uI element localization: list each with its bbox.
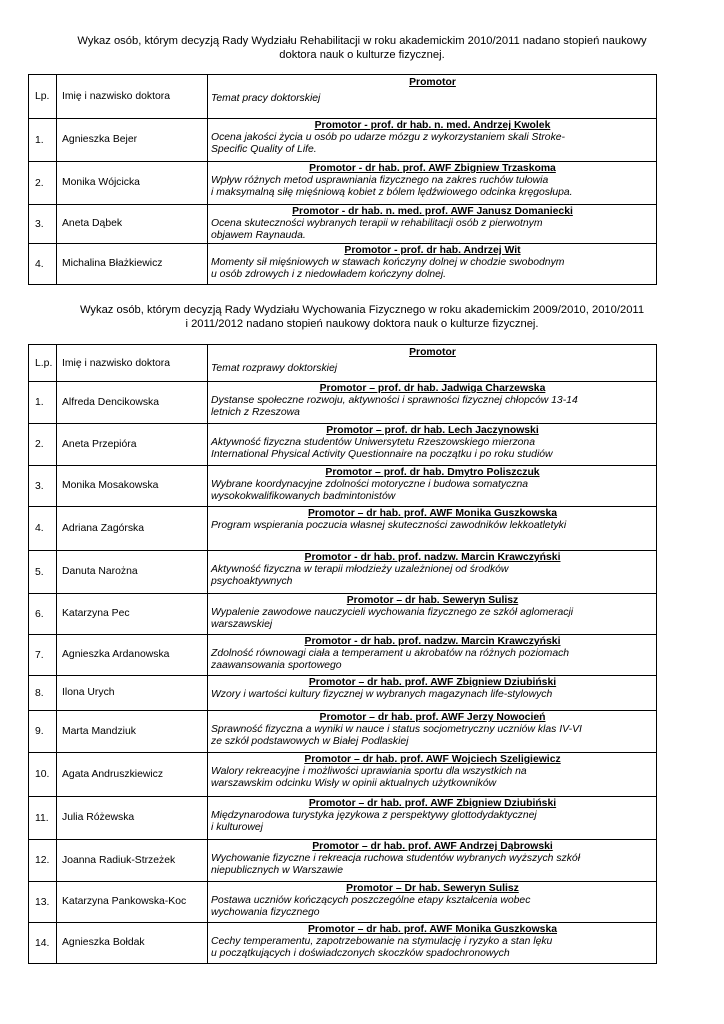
thesis-cell [208, 119, 657, 162]
thesis-title [211, 175, 654, 199]
row-number: 3. [29, 205, 57, 244]
promotor-name: Promotor – prof. dr hab. Dmytro Poliszczuk [325, 467, 540, 478]
row-number: 5. [29, 551, 57, 594]
row-number: 9. [29, 711, 57, 753]
thesis-title-line: Momenty sił mięśniowych w stawach kończyny dolnej w chodzie swobodnym [211, 257, 565, 268]
doctor-name-cell [57, 162, 208, 205]
thesis-cell [208, 882, 657, 923]
table-row [29, 551, 657, 594]
thesis-title [211, 395, 654, 419]
thesis-title-line: Sprawność fizyczna a wyniki w nauce i status socjometryczny uczniów klas IV-VI [211, 724, 582, 735]
promotor-name: Promotor - dr hab. n. med. prof. AWF Janusz Domaniecki [292, 206, 573, 217]
doctor-name: Danuta Narożna [62, 566, 138, 577]
thesis-title [211, 218, 654, 242]
doctor-name-cell [57, 840, 208, 882]
doctor-name: Ilona Urych [62, 687, 115, 698]
thesis-title-line: Wpływ różnych metod usprawniania fizycznego na zakres ruchów tułowia [211, 175, 549, 186]
doctor-name: Agata Andruszkiewicz [62, 768, 164, 780]
thesis-title [211, 724, 654, 748]
thesis-title-line: Międzynarodowa turystyka językowa z perspektywy glottodydaktycznej [211, 810, 537, 821]
promotor-name: Promotor – prof. dr hab. Lech Jaczynowski [326, 425, 539, 436]
promotor-name: Promotor - dr hab. prof. AWF Zbigniew Trzaskoma [309, 163, 556, 174]
doctor-name-cell [57, 797, 208, 840]
thesis-title-line: Aktywność fizyczna w terapii młodzieży uzależnionej od środków [211, 564, 509, 575]
promotor-name: Promotor – dr hab. prof. AWF Zbigniew Dziubiński [308, 677, 557, 688]
header-topic: Temat pracy doktorskiej [211, 93, 321, 104]
doctor-name: Alfreda Dencikowska [62, 396, 160, 408]
thesis-title-line: International Physical Activity Questionnaire na początku i po roku studiów [211, 449, 553, 460]
thesis-title-line: Walory rekreacyjne i możliwości uprawiania sportu dla wszystkich na [211, 766, 527, 777]
row-number: 6. [29, 594, 57, 635]
thesis-cell [208, 923, 657, 964]
thesis-title-line: zaawansowania sportowego [211, 660, 342, 671]
thesis-title [211, 810, 654, 834]
thesis-cell [208, 711, 657, 753]
doctor-name-cell [57, 119, 208, 162]
thesis-title [211, 520, 654, 532]
doctor-name: Monika Wójcicka [62, 177, 140, 188]
thesis-title [211, 853, 654, 877]
table-row [29, 205, 657, 244]
doctor-name: Agnieszka Bejer [62, 134, 138, 145]
doctor-name-cell [57, 753, 208, 797]
thesis-title-line: Cechy temperamentu, zapotrzebowanie na stymulację i ryzyko a stan lęku [211, 936, 553, 947]
thesis-title-line: warszawskim odcinku Wisły w opinii aktualnych użytkowników [211, 778, 497, 789]
promotor-name: Promotor – dr hab. prof. AWF Zbigniew Dziubiński [308, 798, 557, 809]
heading-line: i 2011/2012 nadano stopień naukowy doktora nauk o kulturze fizycznej. [185, 318, 539, 330]
thesis-title-line: u początkujących i doświadczonych skoczków spadochronowych [211, 948, 510, 959]
header-topic-cell [208, 345, 657, 382]
thesis-title-line: Postawa uczniów kończących poszczególne etapy kształcenia wobec [211, 895, 531, 906]
table-row [29, 753, 657, 797]
promotor-name: Promotor – dr hab. prof. AWF Monika Guszkowska [307, 924, 558, 935]
heading-line: Wykaz osób, którym decyzją Rady Wydziału Rehabilitacji w roku akademickim 2010/2011 nadano stopień naukowy [77, 35, 647, 47]
promotor-name: Promotor – dr hab. Seweryn Sulisz [346, 595, 519, 606]
thesis-title-line: i maksymalną siłę mięśniową kobiet z bólem lędźwiowego odcinka kręgosłupa. [211, 187, 573, 198]
doctor-name-cell [57, 382, 208, 424]
thesis-title-line: Program wspierania poczucia własnej skuteczności zawodników lekkoatletyki [211, 520, 567, 531]
row-number: 4. [29, 244, 57, 285]
row-number: 11. [29, 797, 57, 840]
section1-heading [40, 34, 684, 62]
doctor-name: Aneta Dąbek [62, 218, 123, 229]
thesis-title [211, 895, 654, 919]
header-lp: Lp. [29, 75, 57, 119]
doctor-name-cell [57, 507, 208, 551]
thesis-title-line: letnich z Rzeszowa [211, 407, 300, 418]
promotor-name: Promotor – dr hab. prof. AWF Monika Guszkowska [307, 508, 558, 519]
thesis-title-line: Wychowanie fizyczne i rekreacja ruchowa studentów wybranych wyższych szkół [211, 853, 581, 864]
thesis-cell [208, 676, 657, 711]
table-row [29, 676, 657, 711]
header-topic: Temat rozprawy doktorskiej [211, 363, 338, 374]
table-row [29, 797, 657, 840]
thesis-title [211, 689, 654, 701]
thesis-title-line: Wypalenie zawodowe nauczycieli wychowania fizycznego ze szkół aglomeracji [211, 607, 574, 618]
thesis-cell [208, 840, 657, 882]
table-row [29, 466, 657, 507]
table-row [29, 594, 657, 635]
doctor-name: Katarzyna Pec [62, 608, 130, 619]
thesis-cell [208, 162, 657, 205]
table-row [29, 119, 657, 162]
section1-table [28, 74, 657, 285]
thesis-title-line: Wybrane koordynacyjne zdolności motoryczne i budowa somatyczna [211, 479, 529, 490]
doctor-name: Joanna Radiuk-Strzeżek [62, 854, 176, 866]
thesis-title-line: u osób zdrowych i z niedowładem kończyny dolnej. [211, 269, 447, 280]
thesis-cell [208, 205, 657, 244]
row-number: 3. [29, 466, 57, 507]
thesis-title [211, 257, 654, 281]
promotor-name: Promotor - dr hab. prof. nadzw. Marcin Krawczyński [304, 552, 561, 563]
row-number: 2. [29, 424, 57, 466]
table-row [29, 244, 657, 285]
table-row [29, 424, 657, 466]
doctor-name: Monika Mosakowska [62, 480, 159, 491]
doctor-name-cell [57, 424, 208, 466]
header-name: Imię i nazwisko doktora [57, 345, 208, 382]
thesis-title-line: wychowania fizycznego [211, 907, 320, 918]
thesis-title [211, 564, 654, 588]
doctor-name: Agnieszka Bołdak [62, 937, 145, 948]
thesis-title [211, 132, 654, 156]
table-header-row [29, 75, 657, 119]
thesis-title-line: Wzory i wartości kultury fizycznej w wybranych magazynach life-stylowych [211, 689, 553, 700]
doctor-name-cell [57, 882, 208, 923]
thesis-cell [208, 424, 657, 466]
promotor-name: Promotor – Dr hab. Seweryn Sulisz [346, 883, 519, 894]
table-row [29, 840, 657, 882]
promotor-name: Promotor – dr hab. prof. AWF Jerzy Nowocień [319, 712, 546, 723]
promotor-name: Promotor – dr hab. prof. AWF Wojciech Szeligiewicz [304, 754, 561, 765]
table-row [29, 382, 657, 424]
table-row [29, 635, 657, 676]
row-number: 1. [29, 382, 57, 424]
thesis-cell [208, 507, 657, 551]
thesis-title-line: warszawskiej [211, 619, 273, 630]
promotor-name: Promotor - prof. dr hab. Andrzej Wit [344, 245, 521, 256]
table-row [29, 711, 657, 753]
row-number: 1. [29, 119, 57, 162]
thesis-title-line: i kulturowej [211, 822, 263, 833]
table-row [29, 507, 657, 551]
section2-heading [40, 303, 684, 331]
doctor-name-cell [57, 466, 208, 507]
header-promotor: Promotor [409, 347, 456, 358]
row-number: 8. [29, 676, 57, 711]
row-number: 10. [29, 753, 57, 797]
doctor-name: Marta Mandziuk [62, 725, 136, 737]
thesis-title-line: Ocena jakości życia u osób po udarze mózgu z wykorzystaniem skali Stroke- [211, 132, 566, 143]
table-header-row [29, 345, 657, 382]
heading-line: doktora nauk o kulturze fizycznej. [279, 49, 445, 61]
doctor-name-cell [57, 923, 208, 964]
table-row [29, 923, 657, 964]
table-row [29, 162, 657, 205]
thesis-title [211, 437, 654, 461]
thesis-title-line: psychoaktywnych [211, 576, 293, 587]
row-number: 12. [29, 840, 57, 882]
header-name: Imię i nazwisko doktora [57, 75, 208, 119]
doctor-name-cell [57, 676, 208, 711]
promotor-name: Promotor – prof. dr hab. Jadwiga Charzewska [319, 383, 546, 394]
promotor-name: Promotor – dr hab. prof. AWF Andrzej Dąbrowski [312, 841, 553, 852]
doctor-name-cell [57, 205, 208, 244]
thesis-title-line: wysokokwalifikowanych badmintonistów [211, 491, 396, 502]
table-row [29, 882, 657, 923]
doctor-name: Agnieszka Ardanowska [62, 649, 170, 660]
doctor-name: Aneta Przepióra [62, 438, 137, 450]
thesis-title-line: Aktywność fizyczna studentów Uniwersytetu Rzeszowskiego mierzona [211, 437, 535, 448]
thesis-title [211, 936, 654, 960]
doctor-name: Michalina Błażkiewicz [62, 258, 163, 269]
thesis-title [211, 766, 654, 790]
doctor-name-cell [57, 594, 208, 635]
thesis-title-line: Specific Quality of Life. [211, 144, 317, 155]
section2-table [28, 344, 657, 964]
doctor-name-cell [57, 244, 208, 285]
thesis-title-line: Zdolność równowagi ciała a temperament u akrobatów na różnych poziomach [211, 648, 570, 659]
thesis-title-line: objawem Raynauda. [211, 230, 306, 241]
header-topic-cell [208, 75, 657, 119]
heading-line: Wykaz osób, którym decyzją Rady Wydziału Wychowania Fizycznego w roku akademickim 2009/2010, 2010/2011 [79, 304, 645, 316]
thesis-title-line: Ocena skuteczności wybranych terapii w rehabilitacji osób z pierwotnym [211, 218, 543, 229]
header-lp: L.p. [29, 345, 57, 382]
thesis-cell [208, 635, 657, 676]
doctor-name-cell [57, 711, 208, 753]
row-number: 4. [29, 507, 57, 551]
doctor-name: Adriana Zagórska [62, 522, 145, 534]
header-promotor: Promotor [409, 77, 456, 88]
row-number: 2. [29, 162, 57, 205]
thesis-cell [208, 244, 657, 285]
thesis-cell [208, 466, 657, 507]
thesis-cell [208, 594, 657, 635]
promotor-name: Promotor - dr hab. prof. nadzw. Marcin Krawczyński [304, 636, 561, 647]
thesis-cell [208, 551, 657, 594]
doctor-name-cell [57, 635, 208, 676]
doctor-name-cell [57, 551, 208, 594]
thesis-cell [208, 382, 657, 424]
thesis-title-line: Dystanse społeczne rozwoju, aktywności i sprawności fizycznej chłopców 13-14 [211, 395, 578, 406]
row-number: 7. [29, 635, 57, 676]
row-number: 13. [29, 882, 57, 923]
promotor-name: Promotor - prof. dr hab. n. med. Andrzej Kwolek [314, 120, 551, 131]
thesis-title [211, 479, 654, 503]
thesis-title-line: ze szkół podstawowych w Białej Podlaskiej [211, 736, 409, 747]
row-number: 14. [29, 923, 57, 964]
doctor-name: Julia Różewska [62, 812, 135, 823]
thesis-title [211, 607, 654, 631]
thesis-cell [208, 753, 657, 797]
thesis-cell [208, 797, 657, 840]
doctor-name: Katarzyna Pankowska-Koc [62, 896, 187, 907]
thesis-title-line: niepublicznych w Warszawie [211, 865, 344, 876]
thesis-title [211, 648, 654, 672]
